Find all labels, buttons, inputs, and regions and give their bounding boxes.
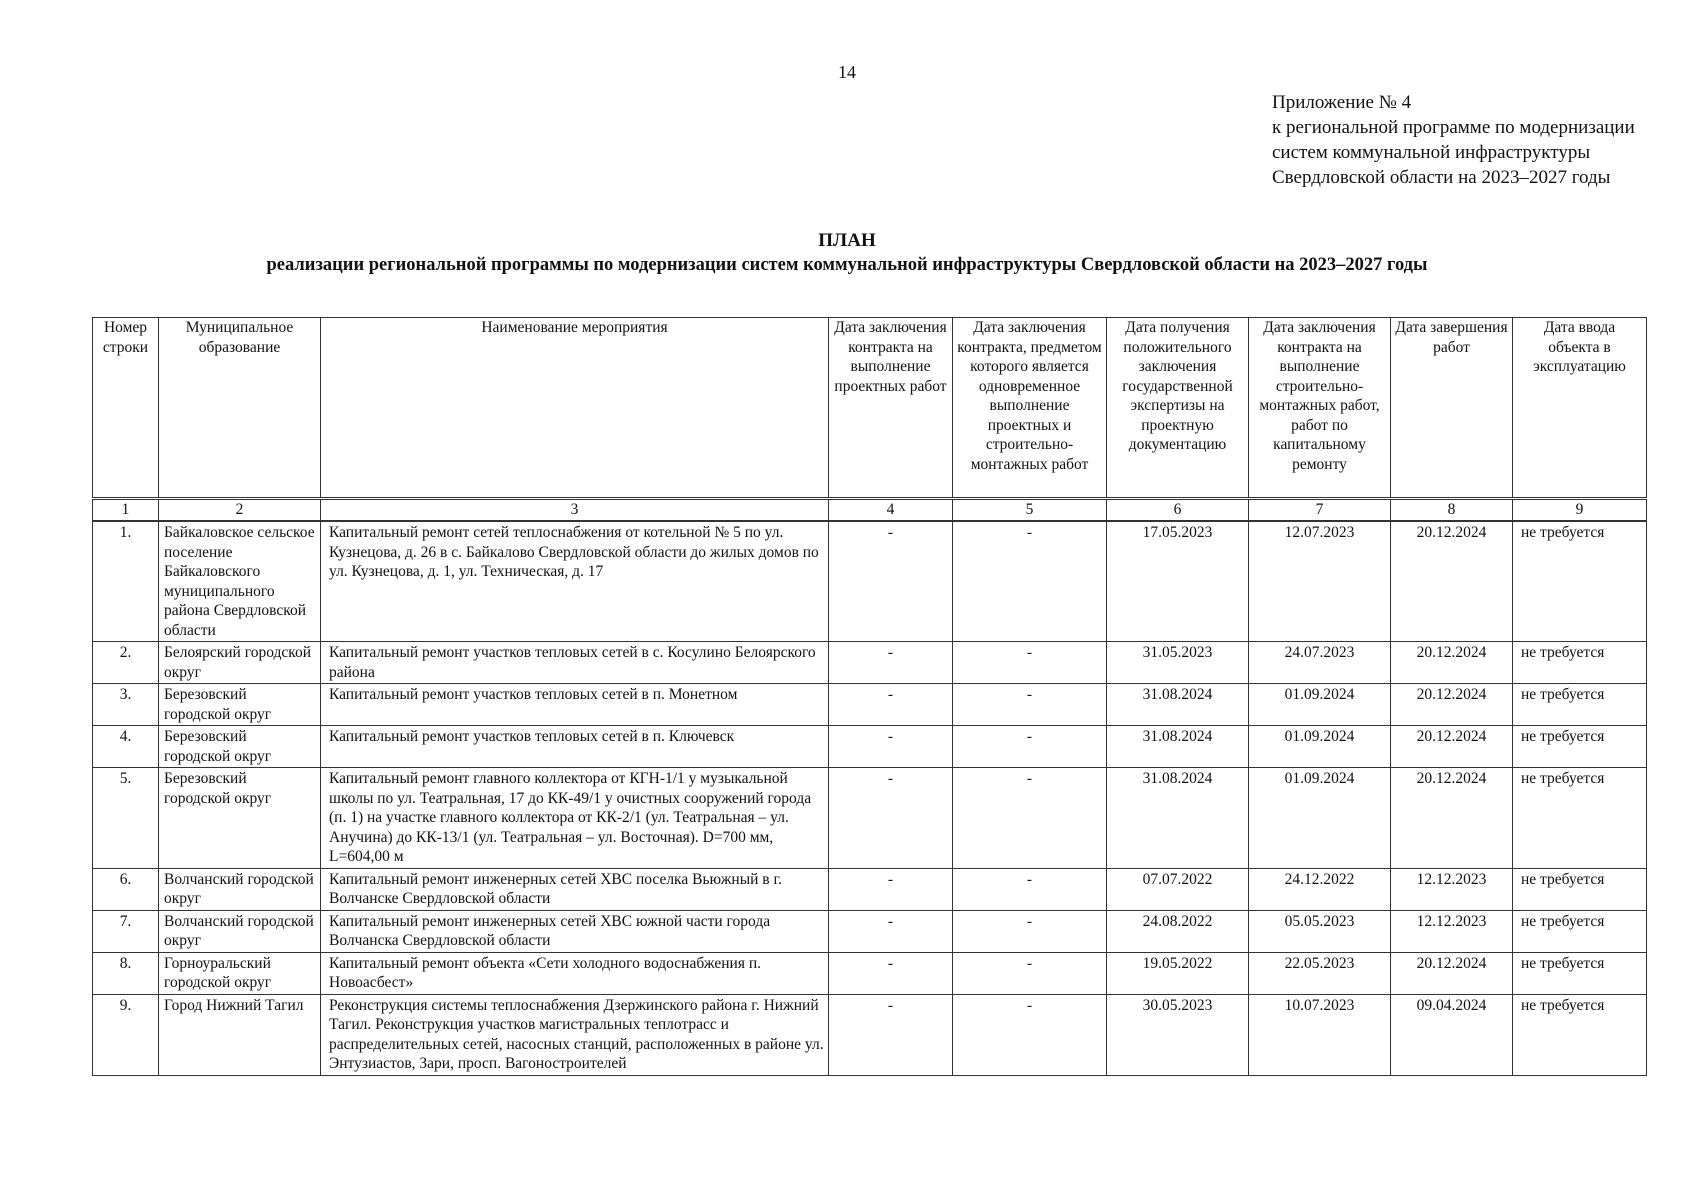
completion-date-cell: 20.12.2024: [1391, 642, 1513, 684]
combined-contract-date-cell: -: [953, 642, 1107, 684]
column-number-row: [93, 499, 1647, 522]
header-cell: Дата заключения контракта, предметом которого является одновременное выполнение проектных и строительно-монтажных работ: [953, 318, 1107, 499]
column-number: 2: [159, 499, 321, 522]
column-number: 4: [829, 499, 953, 522]
construction-contract-date-cell: 01.09.2024: [1249, 726, 1391, 768]
column-number: 9: [1513, 499, 1647, 522]
design-contract-date-cell: -: [829, 910, 953, 952]
commissioning-date-cell: не требуется: [1513, 768, 1647, 869]
row-number-cell: 3.: [93, 684, 159, 726]
header-cell: Номер строки: [93, 318, 159, 499]
table-row: [93, 994, 1647, 1075]
combined-contract-date-cell: -: [953, 994, 1107, 1075]
appendix-note: [1272, 90, 1635, 190]
municipality-cell: Горноуральский городской округ: [159, 952, 321, 994]
design-contract-date-cell: -: [829, 952, 953, 994]
expertise-date-cell: 31.08.2024: [1107, 768, 1249, 869]
combined-contract-date-cell: -: [953, 726, 1107, 768]
appendix-line: Свердловской области на 2023–2027 годы: [1272, 167, 1611, 188]
header-row: [93, 318, 1647, 499]
expertise-date-cell: 24.08.2022: [1107, 910, 1249, 952]
column-number: 3: [321, 499, 829, 522]
municipality-cell: Байкаловское сельское поселение Байкаловского муниципального района Свердловской области: [159, 521, 321, 642]
table-body: [93, 521, 1647, 1075]
municipality-cell: Березовский городской округ: [159, 768, 321, 869]
header-cell: Муниципальное образование: [159, 318, 321, 499]
commissioning-date-cell: не требуется: [1513, 521, 1647, 642]
row-number-cell: 7.: [93, 910, 159, 952]
activity-name-cell: Реконструкция системы теплоснабжения Дзержинского района г. Нижний Тагил. Реконструкция участков магистральных теплотрасс и распределительных сетей, насосных станций, расположенных в районе ул. Энтузиастов, Зари, просп. Вагоностроителей: [321, 994, 829, 1075]
design-contract-date-cell: -: [829, 768, 953, 869]
expertise-date-cell: 31.05.2023: [1107, 642, 1249, 684]
combined-contract-date-cell: -: [953, 868, 1107, 910]
construction-contract-date-cell: 01.09.2024: [1249, 684, 1391, 726]
document-title: [0, 228, 1694, 278]
activity-name-cell: Капитальный ремонт участков тепловых сетей в с. Косулино Белоярского района: [321, 642, 829, 684]
column-number: 8: [1391, 499, 1513, 522]
commissioning-date-cell: не требуется: [1513, 994, 1647, 1075]
construction-contract-date-cell: 10.07.2023: [1249, 994, 1391, 1075]
row-number-cell: 5.: [93, 768, 159, 869]
expertise-date-cell: 17.05.2023: [1107, 521, 1249, 642]
title-subheading: реализации региональной программы по модернизации систем коммунальной инфраструктуры Свердловской области на 2023–2027 годы: [266, 255, 1428, 275]
activity-name-cell: Капитальный ремонт участков тепловых сетей в п. Ключевск: [321, 726, 829, 768]
column-number: 6: [1107, 499, 1249, 522]
construction-contract-date-cell: 01.09.2024: [1249, 768, 1391, 869]
combined-contract-date-cell: -: [953, 910, 1107, 952]
construction-contract-date-cell: 24.12.2022: [1249, 868, 1391, 910]
appendix-line: Приложение № 4: [1272, 92, 1412, 113]
page-number: 14: [838, 62, 856, 82]
column-number: 5: [953, 499, 1107, 522]
expertise-date-cell: 31.08.2024: [1107, 726, 1249, 768]
header-cell: Дата получения положительного заключения государственной экспертизы на проектную документацию: [1107, 318, 1249, 499]
design-contract-date-cell: -: [829, 642, 953, 684]
municipality-cell: Волчанский городской округ: [159, 868, 321, 910]
header-cell: Дата ввода объекта в эксплуатацию: [1513, 318, 1647, 499]
municipality-cell: Березовский городской округ: [159, 726, 321, 768]
column-number: 1: [93, 499, 159, 522]
activity-name-cell: Капитальный ремонт инженерных сетей ХВС южной части города Волчанска Свердловской области: [321, 910, 829, 952]
design-contract-date-cell: -: [829, 994, 953, 1075]
municipality-cell: Волчанский городской округ: [159, 910, 321, 952]
combined-contract-date-cell: -: [953, 521, 1107, 642]
commissioning-date-cell: не требуется: [1513, 952, 1647, 994]
construction-contract-date-cell: 12.07.2023: [1249, 521, 1391, 642]
table-row: [93, 684, 1647, 726]
row-number-cell: 2.: [93, 642, 159, 684]
header-cell: Наименование мероприятия: [321, 318, 829, 499]
row-number-cell: 9.: [93, 994, 159, 1075]
completion-date-cell: 12.12.2023: [1391, 868, 1513, 910]
commissioning-date-cell: не требуется: [1513, 868, 1647, 910]
completion-date-cell: 20.12.2024: [1391, 726, 1513, 768]
table-row: [93, 642, 1647, 684]
table-row: [93, 768, 1647, 869]
activity-name-cell: Капитальный ремонт участков тепловых сетей в п. Монетном: [321, 684, 829, 726]
municipality-cell: Белоярский городской округ: [159, 642, 321, 684]
completion-date-cell: 09.04.2024: [1391, 994, 1513, 1075]
completion-date-cell: 12.12.2023: [1391, 910, 1513, 952]
construction-contract-date-cell: 24.07.2023: [1249, 642, 1391, 684]
expertise-date-cell: 30.05.2023: [1107, 994, 1249, 1075]
activity-name-cell: Капитальный ремонт инженерных сетей ХВС поселка Вьюжный в г. Волчанске Свердловской области: [321, 868, 829, 910]
municipality-cell: Березовский городской округ: [159, 684, 321, 726]
construction-contract-date-cell: 05.05.2023: [1249, 910, 1391, 952]
row-number-cell: 6.: [93, 868, 159, 910]
commissioning-date-cell: не требуется: [1513, 726, 1647, 768]
design-contract-date-cell: -: [829, 684, 953, 726]
header-cell: Дата заключения контракта на выполнение строительно-монтажных работ, работ по капитальному ремонту: [1249, 318, 1391, 499]
table-row: [93, 521, 1647, 642]
header-cell: Дата завершения работ: [1391, 318, 1513, 499]
row-number-cell: 4.: [93, 726, 159, 768]
municipality-cell: Город Нижний Тагил: [159, 994, 321, 1075]
completion-date-cell: 20.12.2024: [1391, 521, 1513, 642]
table-row: [93, 910, 1647, 952]
completion-date-cell: 20.12.2024: [1391, 684, 1513, 726]
activity-name-cell: Капитальный ремонт главного коллектора от КГН-1/1 у музыкальной школы по ул. Театральная, 17 до КК-49/1 у очистных сооружений города (п. 1) на участке главного коллектора от КК-2/1 (ул. Театральная – ул. Анучина) до КК-13/1 (ул. Театральная – ул. Восточная). D=700 мм, L=604,00 м: [321, 768, 829, 869]
header-cell: Дата заключения контракта на выполнение проектных работ: [829, 318, 953, 499]
combined-contract-date-cell: -: [953, 684, 1107, 726]
table-row: [93, 868, 1647, 910]
design-contract-date-cell: -: [829, 868, 953, 910]
commissioning-date-cell: не требуется: [1513, 684, 1647, 726]
table-row: [93, 726, 1647, 768]
commissioning-date-cell: не требуется: [1513, 642, 1647, 684]
completion-date-cell: 20.12.2024: [1391, 952, 1513, 994]
activity-name-cell: Капитальный ремонт объекта «Сети холодного водоснабжения п. Новоасбест»: [321, 952, 829, 994]
design-contract-date-cell: -: [829, 726, 953, 768]
column-number: 7: [1249, 499, 1391, 522]
expertise-date-cell: 19.05.2022: [1107, 952, 1249, 994]
appendix-line: к региональной программе по модернизации: [1272, 117, 1635, 138]
completion-date-cell: 20.12.2024: [1391, 768, 1513, 869]
row-number-cell: 8.: [93, 952, 159, 994]
plan-table: [92, 317, 1647, 1076]
construction-contract-date-cell: 22.05.2023: [1249, 952, 1391, 994]
combined-contract-date-cell: -: [953, 952, 1107, 994]
appendix-line: систем коммунальной инфраструктуры: [1272, 142, 1591, 163]
commissioning-date-cell: не требуется: [1513, 910, 1647, 952]
table-row: [93, 952, 1647, 994]
expertise-date-cell: 07.07.2022: [1107, 868, 1249, 910]
row-number-cell: 1.: [93, 521, 159, 642]
title-heading: ПЛАН: [818, 230, 876, 251]
expertise-date-cell: 31.08.2024: [1107, 684, 1249, 726]
activity-name-cell: Капитальный ремонт сетей теплоснабжения от котельной № 5 по ул. Кузнецова, д. 26 в с. Байкалово Свердловской области до жилых домов по ул. Кузнецова, д. 1, ул. Техническая, д. 17: [321, 521, 829, 642]
design-contract-date-cell: -: [829, 521, 953, 642]
combined-contract-date-cell: -: [953, 768, 1107, 869]
